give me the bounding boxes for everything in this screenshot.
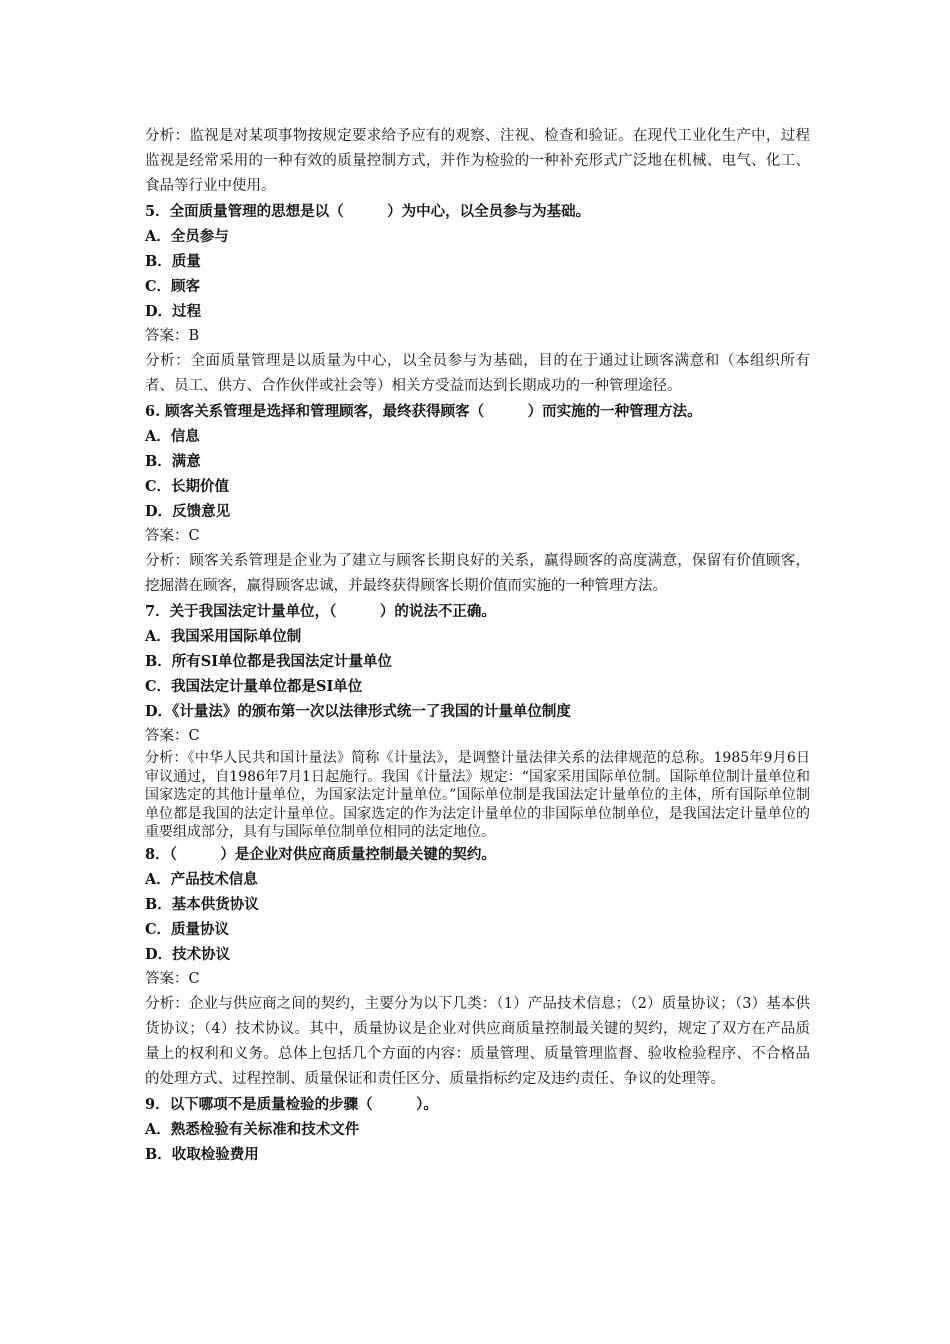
question-8: 8．（ ）是企业对供应商质量控制最关键的契约。 (145, 845, 496, 863)
analysis-paragraph: 分析：《中华人民共和国计量法》简称《计量法》，是调整计量法律关系的法律规范的总称。1985年9月6日审议通过，自1986年7月1日起施行。我国《计量法》规定：“国家采用国际单位制。国际单位制计量单位和国家选定的其他计量单位，为国家法定计量单位。”国际单位制是我国法定计量单位的主体，所有国际单位制单位都是我国的法定计量单位。国家选定的作为法定计量单位的非国际单位制单位，是我国法定计量单位的重要组成部分，具有与国际单位制单位相同的法定地位。 (145, 750, 810, 840)
document-page (145, 124, 810, 1167)
option-c: C．我国法定计量单位都是SI单位 (145, 678, 363, 695)
question-5: 5．全面质量管理的思想是以（ ）为中心，以全员参与为基础。 (145, 203, 591, 220)
option-c: C．顾客 (145, 278, 201, 295)
option-b: B．满意 (145, 453, 201, 470)
option-a: A．产品技术信息 (145, 870, 258, 888)
option-c: C．长期价值 (145, 478, 230, 495)
option-d: D．反馈意见 (145, 503, 231, 520)
answer-text: 答案：B (145, 328, 200, 344)
answer-text: 答案：C (145, 528, 200, 544)
option-d: D．过程 (145, 303, 202, 320)
option-d: D．《计量法》的颁布第一次以法律形式统一了我国的计量单位制度 (145, 703, 571, 720)
answer-text: 答案：C (145, 970, 200, 987)
analysis-paragraph: 分析：全面质量管理是以质量为中心，以全员参与为基础，目的在于通过让顾客满意和（本组织所有者、员工、供方、合作伙伴或社会等）相关方受益而达到长期成功的一种管理途径。 (145, 353, 810, 394)
question-7: 7．关于我国法定计量单位，（ ）的说法不正确。 (145, 603, 496, 620)
analysis-paragraph: 分析：企业与供应商之间的契约，主要分为以下几类：（1）产品技术信息；（2）质量协议；（3）基本供货协议；（4）技术协议。其中，质量协议是企业对供应商质量控制最关键的契约，规定了双方在产品质量上的权利和义务。总体上包括几个方面的内容：质量管理、质量管理监督、验收检验程序、不合格品的处理方式、过程控制、质量保证和责任区分、质量指标约定及违约责任、争议的处理等。 (145, 995, 811, 1087)
option-b: B．所有SI单位都是我国法定计量单位 (145, 653, 393, 670)
option-c: C．质量协议 (145, 920, 230, 938)
option-a: A．我国采用国际单位制 (145, 628, 302, 645)
option-b: B．质量 (145, 253, 201, 270)
option-a: A．全员参与 (145, 228, 229, 245)
option-b: B．收取检验费用 (145, 1145, 259, 1163)
option-d: D．技术协议 (145, 945, 231, 963)
option-b: B．基本供货协议 (145, 895, 259, 913)
answer-text: 答案：C (145, 728, 200, 744)
analysis-paragraph: 分析：顾客关系管理是企业为了建立与顾客长期良好的关系，赢得顾客的高度满意，保留有价值顾客，挖掘潜在顾客，赢得顾客忠诚，并最终获得顾客长期价值而实施的一种管理方法。 (145, 553, 810, 594)
analysis-paragraph: 分析：监视是对某项事物按规定要求给予应有的观察、注视、检查和验证。在现代工业化生产中，过程监视是经常采用的一种有效的质量控制方式，并作为检验的一种补充形式广泛地在机械、电气、化工、食品等行业中使用。 (145, 128, 810, 194)
option-a: A．熟悉检验有关标准和技术文件 (145, 1120, 360, 1138)
question-9: 9．以下哪项不是质量检验的步骤（ ）。 (145, 1095, 438, 1113)
question-6: 6. 顾客关系管理是选择和管理顾客，最终获得顾客（ ）而实施的一种管理方法。 (145, 403, 702, 420)
option-a: A．信息 (145, 428, 200, 445)
